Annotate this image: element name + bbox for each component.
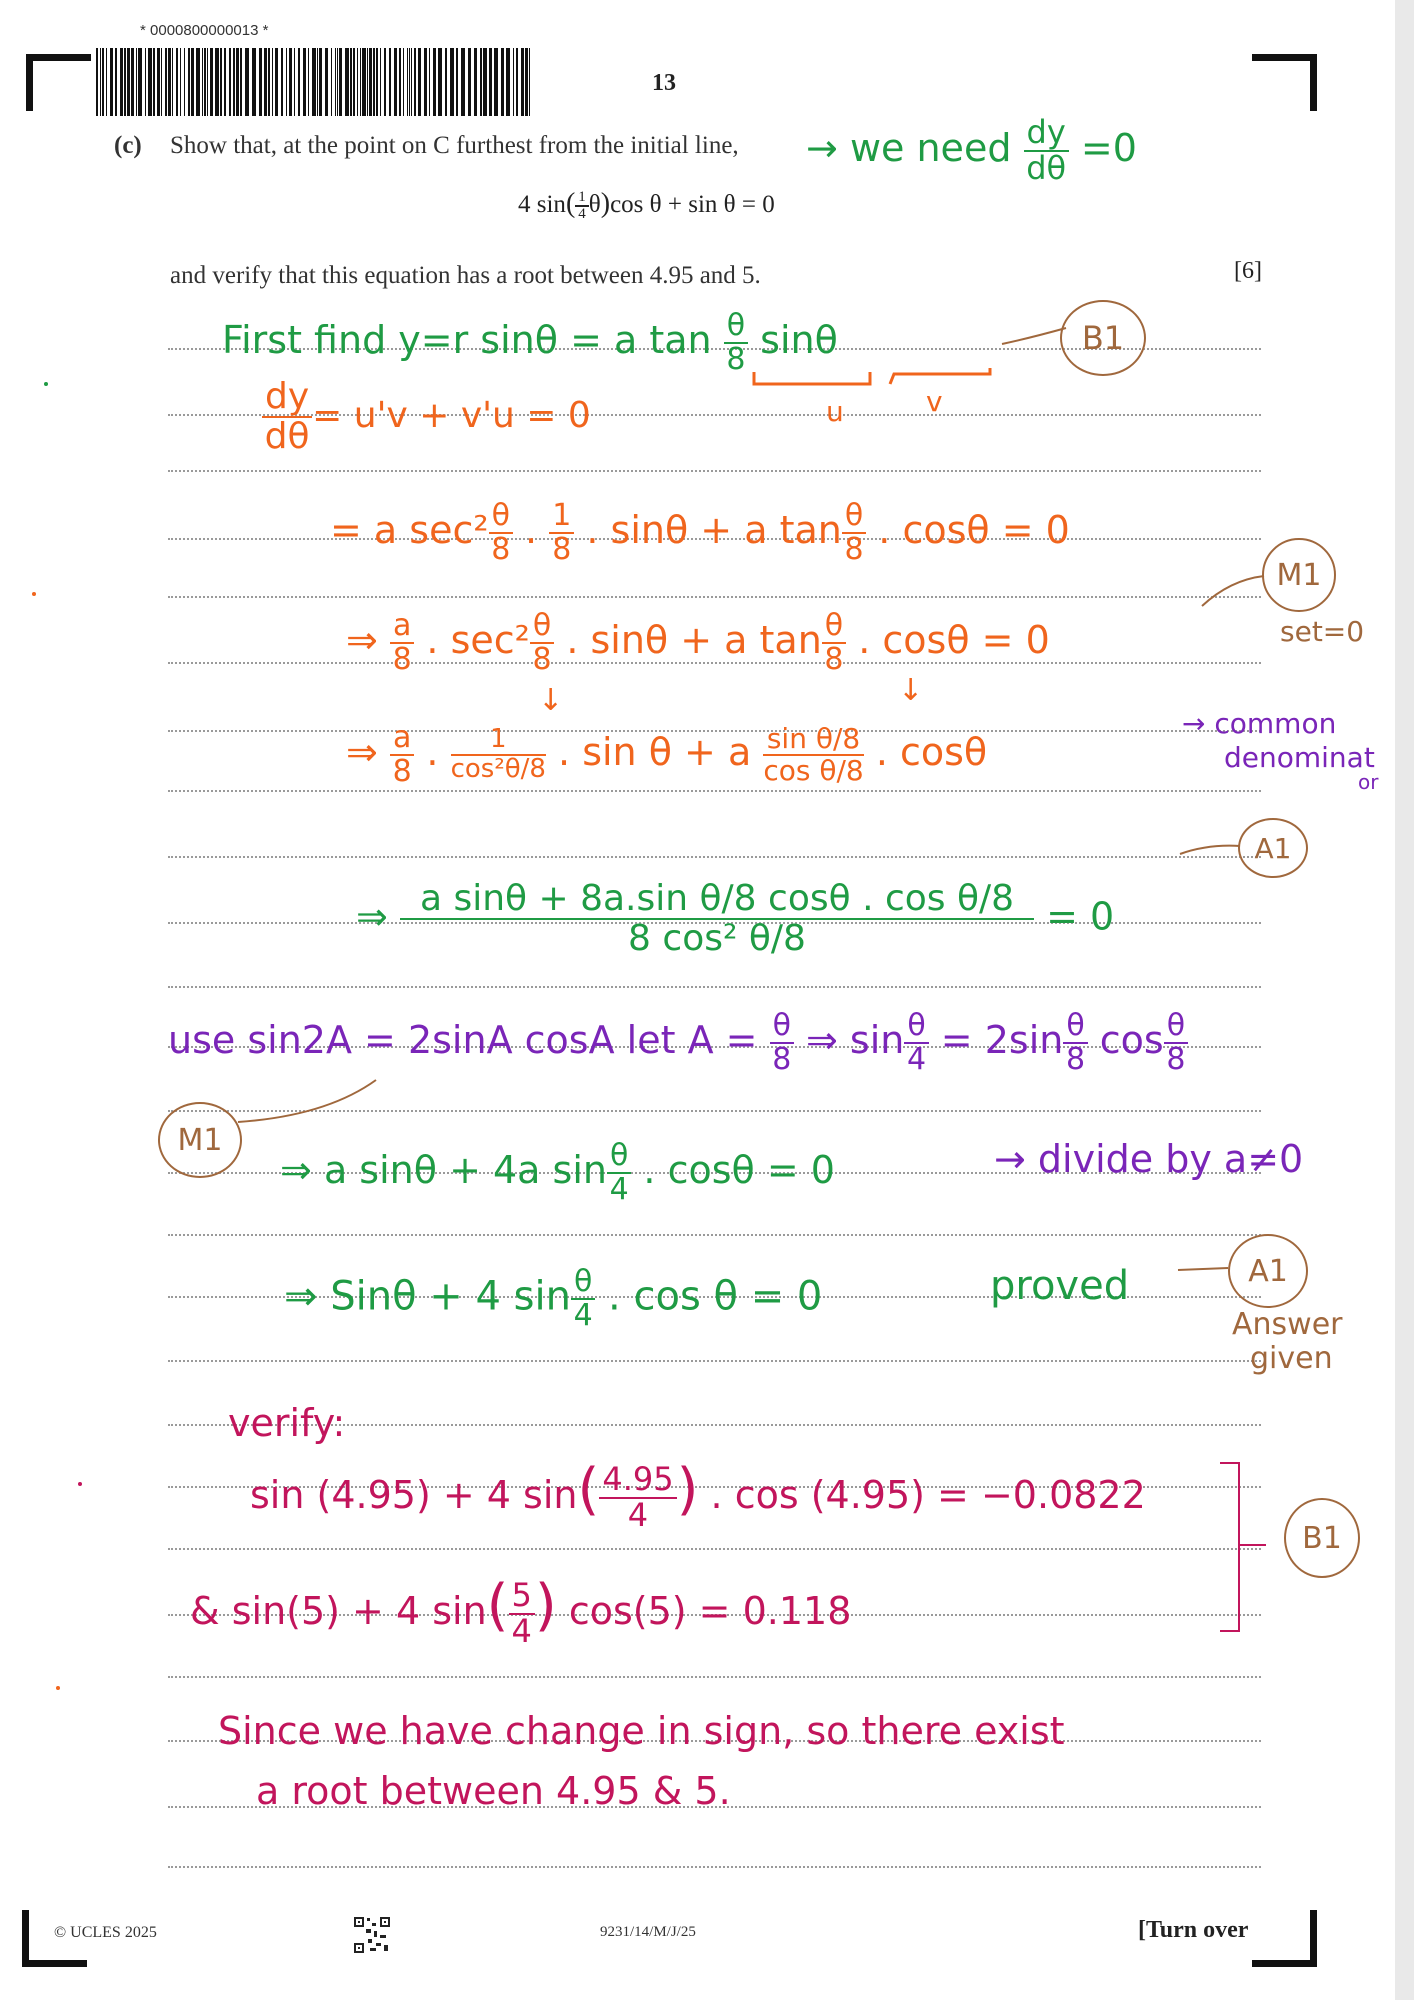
note-or: or (1358, 770, 1379, 794)
crop-mark-top-right (1252, 54, 1317, 111)
mark-b1-second: B1 (1284, 1498, 1360, 1578)
question-text: Show that, at the point on C furthest from the initial line, (170, 132, 739, 159)
verify-heading: verify: (228, 1401, 346, 1445)
note-we-need: → we need $\frac{dy}{d\theta}$ =0 (806, 113, 1137, 187)
mark-a1-second: A1 (1228, 1234, 1308, 1308)
note-proved: proved (990, 1263, 1130, 1309)
work-rearranged: ⇒ $\frac{a}{8}$ . sec² $\frac{\theta}{8}$ . sinθ + a tan $\frac{\theta}{8}$ . cosθ = 0 (346, 608, 1050, 677)
crop-mark-bottom-right (1252, 1910, 1317, 1967)
work-substitution: ⇒ $\frac{a}{8}$ . $\frac{1}{\text{cos²θ/8}}$ . sin θ + a $\frac{\text{sin θ/8}}{\text{cos θ/8}}$ . cosθ (346, 720, 988, 789)
page-number: 13 (652, 70, 676, 96)
arrow-down-1: ↓ (538, 683, 564, 718)
question-part-label: (c) (114, 132, 142, 159)
verify-line-1: sin (4.95) + 4 sin( $\frac{4.95}{4}$ ) . cos (4.95) = −0.0822 (250, 1457, 1146, 1534)
label-v: v (926, 385, 943, 418)
footer-copyright: © UCLES 2025 (54, 1924, 157, 1941)
note-divide: → divide by a≠0 (994, 1137, 1304, 1181)
conclusion-line-1: Since we have change in sign, so there exist (218, 1709, 1065, 1753)
scrollbar[interactable] (1395, 0, 1414, 2000)
footer-paper-code: 9231/14/M/J/25 (600, 1924, 696, 1940)
note-denominat: denominat (1224, 741, 1375, 774)
verify-bracket (1220, 1462, 1240, 1632)
barcode-serial: * 0000800000013 * (140, 22, 269, 39)
mark-a1-first: A1 (1238, 818, 1308, 878)
label-u: u (826, 395, 844, 428)
question-marks: [6] (1234, 258, 1262, 284)
work-product-rule: = a sec² $\frac{\theta}{8}$ . $\frac{1}{8}$ . sinθ + a tan $\frac{\theta}{8}$ . cosθ = 0 (330, 498, 1070, 567)
work-double-angle: use sin2A = 2sinA cosA let A = $\frac{\theta}{8}$ ⇒ sin $\frac{\theta}{4}$ = 2sin $\frac{\theta}{8}$ cos $\frac{\theta}{8}$ (168, 1010, 1188, 1075)
brace-u-v (750, 368, 1000, 402)
note-set-zero: set=0 (1280, 615, 1365, 648)
work-first-find: First find y=r sinθ = a tan $\frac{\theta}{8}$ sinθ (222, 308, 838, 377)
arrow-down-2: ↓ (898, 673, 924, 708)
note-answer: Answer (1232, 1307, 1343, 1342)
note-given: given (1250, 1341, 1333, 1376)
mark-m1-first: M1 (1262, 538, 1336, 612)
barcode-image (96, 48, 536, 116)
conclusion-line-2: a root between 4.95 & 5. (256, 1769, 731, 1813)
work-combined: ⇒ $\frac{\text{a sinθ + 8a.sin θ/8 cosθ . cos θ/8}}{\text{8 cos² θ/8}}$ = 0 (356, 878, 1115, 959)
work-result: ⇒ Sinθ + 4 sin $\frac{\theta}{4}$ . cos θ = 0 (284, 1264, 823, 1333)
verify-line-2: & sin(5) + 4 sin( $\frac{5}{4}$ ) cos(5) = 0.118 (190, 1573, 852, 1650)
footer-turn-over: [Turn over (1138, 1917, 1249, 1943)
question-verify-text: and verify that this equation has a root between 4.95 and 5. (170, 262, 761, 289)
question-equation: 4 sin( $\frac{1}{4}$ θ)cos θ + sin θ = 0 (518, 188, 775, 223)
work-derivative: $\frac{dy}{d\theta}$ = u'v + v'u = 0 (262, 378, 591, 456)
crop-mark-top-left (26, 54, 91, 111)
mark-m1-second: M1 (158, 1102, 242, 1178)
note-common: → common (1182, 707, 1337, 740)
mark-b1-first: B1 (1060, 300, 1146, 376)
qr-code-image (352, 1915, 392, 1955)
work-simplified: ⇒ a sinθ + 4a sin $\frac{\theta}{4}$ . cosθ = 0 (280, 1138, 835, 1207)
